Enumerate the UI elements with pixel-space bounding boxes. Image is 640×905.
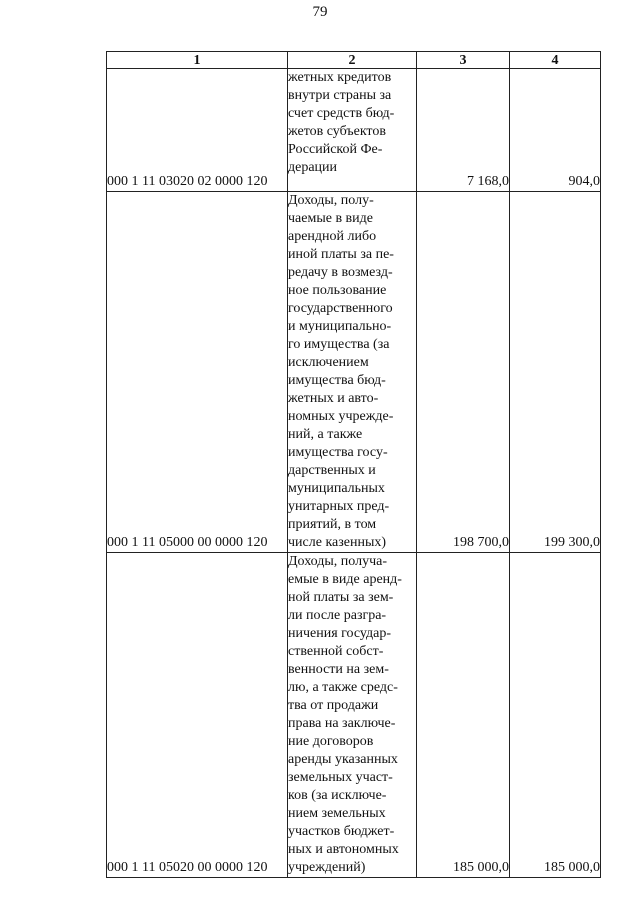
description-line: права на заключе- [288,716,396,731]
description-line: Российской Фе- [288,142,383,157]
description-line: ний, а также [288,427,363,442]
description-line: жетных и авто- [288,391,379,406]
budget-code: 000 1 11 03020 02 0000 120 [107,69,288,192]
description-line: земельных участ- [288,770,393,785]
budget-table [106,51,601,878]
description-line: внутри страны за [288,88,392,103]
description-line: имущества бюд- [288,373,386,388]
value-col-4: 199 300,0 [510,192,601,553]
description-line: тва от продажи [288,698,379,713]
description-line: ничения государ- [288,626,392,641]
description-line: нием земельных [288,806,386,821]
description-line: дарственных и [288,463,376,478]
description-line: жетных кредитов [288,70,392,85]
description-line: го имущества (за [288,337,390,352]
budget-code: 000 1 11 05020 00 0000 120 [107,553,288,878]
description-line: ние договоров [288,734,374,749]
description-line: приятий, в том [288,517,377,532]
description-line: аренды указанных [288,752,398,767]
value-col-4: 904,0 [510,69,601,192]
description-line: номных учрежде- [288,409,394,424]
description-line: ной платы за зем- [288,590,394,605]
description-line: ное пользование [288,283,387,298]
description-line: унитарных пред- [288,499,390,514]
description-line: редачу в возмезд- [288,265,393,280]
value-col-3: 7 168,0 [417,69,510,192]
description-line: чаемые в виде [288,211,373,226]
description-cell [288,192,417,553]
description-line: участков бюджет- [288,824,395,839]
description-line: ственной собст- [288,644,384,659]
table-row [107,553,601,878]
value-col-3: 198 700,0 [417,192,510,553]
value-col-3: 185 000,0 [417,553,510,878]
description-line: лю, а также средс- [288,680,398,695]
description-line: Доходы, полу- [288,193,374,208]
budget-code: 000 1 11 05000 00 0000 120 [107,192,288,553]
description-line: арендной либо [288,229,377,244]
description-line: Доходы, получа- [288,554,388,569]
description-line: исключением [288,355,369,370]
table-row [107,192,601,553]
header-col-3: 3 [417,52,510,69]
page-number: 79 [312,4,328,20]
description-cell [288,553,417,878]
description-line: имущества госу- [288,445,388,460]
description-line: муниципальных [288,481,385,496]
header-row [107,52,601,69]
header-col-2: 2 [288,52,417,69]
description-line: ли после разгра- [288,608,387,623]
description-cell [288,69,417,192]
description-line: дерации [288,160,338,175]
value-col-4: 185 000,0 [510,553,601,878]
description-line: ков (за исключе- [288,788,387,803]
description-line: учреждений) [288,860,366,875]
description-line: ных и автономных [288,842,399,857]
header-col-4: 4 [510,52,601,69]
description-line: емые в виде аренд- [288,572,402,587]
description-line: государственного [288,301,393,316]
table-row [107,69,601,192]
description-line: венности на зем- [288,662,389,677]
description-line: числе казенных) [288,535,387,550]
description-line: иной платы за пе- [288,247,394,262]
header-col-1: 1 [107,52,288,69]
description-line: счет средств бюд- [288,106,395,121]
description-line: и муниципально- [288,319,392,334]
description-line: жетов субъектов [288,124,386,139]
